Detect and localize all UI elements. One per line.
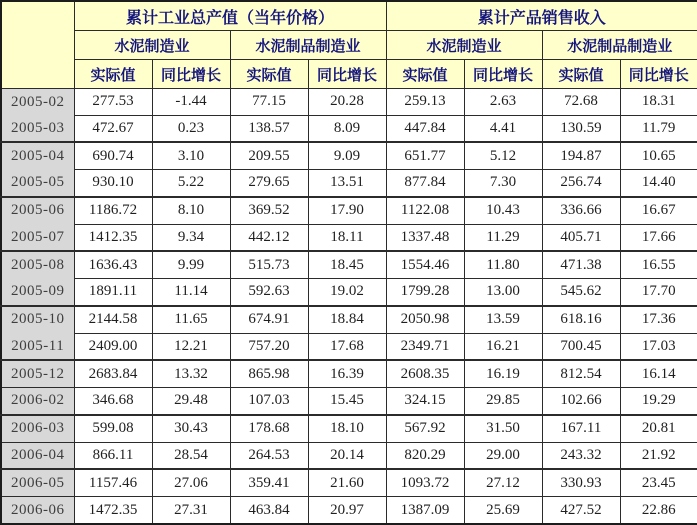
- cell-value: 515.73: [230, 251, 308, 278]
- cell-value: 757.20: [230, 333, 308, 360]
- cell-value: 2050.98: [386, 306, 464, 333]
- group-header-sales-revenue: 累计产品销售收入: [386, 1, 697, 31]
- cell-value: 336.66: [542, 197, 620, 224]
- cell-value: 31.50: [464, 415, 542, 442]
- table-row: [1, 415, 697, 442]
- cell-value: 16.67: [620, 197, 697, 224]
- row-date: 2005-04: [1, 142, 74, 169]
- cell-value: 18.31: [620, 89, 697, 116]
- cell-value: 8.09: [308, 115, 386, 142]
- cell-value: 877.84: [386, 170, 464, 197]
- cell-value: 1186.72: [74, 197, 152, 224]
- industry-header-cement-mfg: 水泥制造业: [74, 31, 230, 60]
- cell-value: 865.98: [230, 360, 308, 387]
- cell-value: 22.86: [620, 497, 697, 524]
- cell-value: 29.00: [464, 442, 542, 469]
- metric-header-yoy-growth: 同比增长: [308, 60, 386, 89]
- cell-value: 599.08: [74, 415, 152, 442]
- cell-value: 359.41: [230, 469, 308, 496]
- cell-value: 20.81: [620, 415, 697, 442]
- cell-value: 17.90: [308, 197, 386, 224]
- cell-value: 19.29: [620, 388, 697, 415]
- cell-value: 1387.09: [386, 497, 464, 524]
- cell-value: 11.29: [464, 224, 542, 251]
- cell-value: 618.16: [542, 306, 620, 333]
- metric-header-actual-value: 实际值: [230, 60, 308, 89]
- cell-value: 18.10: [308, 415, 386, 442]
- row-date: 2006-04: [1, 442, 74, 469]
- cell-value: 545.62: [542, 279, 620, 306]
- cell-value: -1.44: [152, 89, 230, 116]
- row-date: 2005-09: [1, 279, 74, 306]
- cell-value: 30.43: [152, 415, 230, 442]
- table-row: [1, 333, 697, 360]
- cell-value: 866.11: [74, 442, 152, 469]
- cell-value: 471.38: [542, 251, 620, 278]
- row-date: 2005-02: [1, 89, 74, 116]
- row-date: 2005-11: [1, 333, 74, 360]
- cell-value: 2409.00: [74, 333, 152, 360]
- cell-value: 18.11: [308, 224, 386, 251]
- cell-value: 442.12: [230, 224, 308, 251]
- corner-cell: [1, 1, 74, 89]
- metric-header-yoy-growth: 同比增长: [152, 60, 230, 89]
- cell-value: 15.45: [308, 388, 386, 415]
- table-row: [1, 442, 697, 469]
- cell-value: 13.59: [464, 306, 542, 333]
- cell-value: 651.77: [386, 142, 464, 169]
- cell-value: 567.92: [386, 415, 464, 442]
- cell-value: 29.48: [152, 388, 230, 415]
- table-row: [1, 170, 697, 197]
- cell-value: 16.55: [620, 251, 697, 278]
- row-date: 2005-05: [1, 170, 74, 197]
- cell-value: 1636.43: [74, 251, 152, 278]
- cell-value: 820.29: [386, 442, 464, 469]
- cell-value: 16.21: [464, 333, 542, 360]
- cell-value: 0.23: [152, 115, 230, 142]
- cell-value: 1799.28: [386, 279, 464, 306]
- cell-value: 9.34: [152, 224, 230, 251]
- cell-value: 330.93: [542, 469, 620, 496]
- cell-value: 1337.48: [386, 224, 464, 251]
- table-row: [1, 388, 697, 415]
- table-row: [1, 251, 697, 278]
- table-body: [1, 89, 697, 525]
- metric-header-actual-value: 实际值: [386, 60, 464, 89]
- cell-value: 690.74: [74, 142, 152, 169]
- cell-value: 72.68: [542, 89, 620, 116]
- table-row: [1, 115, 697, 142]
- cell-value: 463.84: [230, 497, 308, 524]
- cell-value: 17.36: [620, 306, 697, 333]
- cell-value: 27.06: [152, 469, 230, 496]
- row-date: 2005-10: [1, 306, 74, 333]
- cell-value: 11.14: [152, 279, 230, 306]
- table-row: [1, 497, 697, 524]
- industry-header-cement-mfg: 水泥制造业: [386, 31, 542, 60]
- row-date: 2006-05: [1, 469, 74, 496]
- cell-value: 138.57: [230, 115, 308, 142]
- cell-value: 16.14: [620, 360, 697, 387]
- cell-value: 8.10: [152, 197, 230, 224]
- cell-value: 1157.46: [74, 469, 152, 496]
- cell-value: 5.22: [152, 170, 230, 197]
- table-row: [1, 142, 697, 169]
- cell-value: 18.45: [308, 251, 386, 278]
- cell-value: 2.63: [464, 89, 542, 116]
- row-date: 2005-07: [1, 224, 74, 251]
- cell-value: 17.66: [620, 224, 697, 251]
- cell-value: 2349.71: [386, 333, 464, 360]
- cell-value: 77.15: [230, 89, 308, 116]
- cell-value: 5.12: [464, 142, 542, 169]
- cell-value: 812.54: [542, 360, 620, 387]
- table-row: [1, 224, 697, 251]
- cell-value: 447.84: [386, 115, 464, 142]
- cell-value: 2144.58: [74, 306, 152, 333]
- cell-value: 107.03: [230, 388, 308, 415]
- cell-value: 9.99: [152, 251, 230, 278]
- metric-header-yoy-growth: 同比增长: [620, 60, 697, 89]
- table-row: [1, 89, 697, 116]
- cell-value: 264.53: [230, 442, 308, 469]
- cell-value: 2608.35: [386, 360, 464, 387]
- cell-value: 17.68: [308, 333, 386, 360]
- cell-value: 23.45: [620, 469, 697, 496]
- cell-value: 13.32: [152, 360, 230, 387]
- cell-value: 7.30: [464, 170, 542, 197]
- cell-value: 1554.46: [386, 251, 464, 278]
- table-row: [1, 197, 697, 224]
- cell-value: 346.68: [74, 388, 152, 415]
- cell-value: 243.32: [542, 442, 620, 469]
- cell-value: 13.51: [308, 170, 386, 197]
- row-date: 2006-06: [1, 497, 74, 524]
- cell-value: 10.65: [620, 142, 697, 169]
- metric-header-actual-value: 实际值: [542, 60, 620, 89]
- cell-value: 1891.11: [74, 279, 152, 306]
- cell-value: 29.85: [464, 388, 542, 415]
- cell-value: 427.52: [542, 497, 620, 524]
- header-row-industries: [1, 31, 697, 60]
- cell-value: 20.14: [308, 442, 386, 469]
- cell-value: 21.60: [308, 469, 386, 496]
- cell-value: 674.91: [230, 306, 308, 333]
- table-row: [1, 469, 697, 496]
- row-date: 2005-08: [1, 251, 74, 278]
- cell-value: 20.97: [308, 497, 386, 524]
- cell-value: 700.45: [542, 333, 620, 360]
- cell-value: 277.53: [74, 89, 152, 116]
- table-row: [1, 306, 697, 333]
- row-date: 2005-03: [1, 115, 74, 142]
- cell-value: 16.19: [464, 360, 542, 387]
- row-date: 2005-06: [1, 197, 74, 224]
- cell-value: 2683.84: [74, 360, 152, 387]
- industry-header-cement-products-mfg: 水泥制品制造业: [542, 31, 697, 60]
- cell-value: 11.80: [464, 251, 542, 278]
- cell-value: 18.84: [308, 306, 386, 333]
- cell-value: 1093.72: [386, 469, 464, 496]
- cell-value: 4.41: [464, 115, 542, 142]
- cell-value: 130.59: [542, 115, 620, 142]
- row-date: 2005-12: [1, 360, 74, 387]
- cell-value: 20.28: [308, 89, 386, 116]
- cell-value: 27.12: [464, 469, 542, 496]
- cell-value: 279.65: [230, 170, 308, 197]
- header-row-metrics: [1, 60, 697, 89]
- cell-value: 259.13: [386, 89, 464, 116]
- cell-value: 472.67: [74, 115, 152, 142]
- cell-value: 28.54: [152, 442, 230, 469]
- header-row-groups: [1, 1, 697, 31]
- cell-value: 209.55: [230, 142, 308, 169]
- row-date: 2006-02: [1, 388, 74, 415]
- cell-value: 405.71: [542, 224, 620, 251]
- cell-value: 1122.08: [386, 197, 464, 224]
- cell-value: 11.65: [152, 306, 230, 333]
- cell-value: 3.10: [152, 142, 230, 169]
- table-row: [1, 279, 697, 306]
- cell-value: 14.40: [620, 170, 697, 197]
- industry-header-cement-products-mfg: 水泥制品制造业: [230, 31, 386, 60]
- table-row: [1, 360, 697, 387]
- group-header-gross-output: 累计工业总产值（当年价格）: [74, 1, 386, 31]
- cell-value: 10.43: [464, 197, 542, 224]
- cell-value: 16.39: [308, 360, 386, 387]
- cell-value: 369.52: [230, 197, 308, 224]
- metric-header-actual-value: 实际值: [74, 60, 152, 89]
- cell-value: 12.21: [152, 333, 230, 360]
- cell-value: 256.74: [542, 170, 620, 197]
- cell-value: 1412.35: [74, 224, 152, 251]
- cell-value: 167.11: [542, 415, 620, 442]
- cell-value: 1472.35: [74, 497, 152, 524]
- cell-value: 102.66: [542, 388, 620, 415]
- cell-value: 9.09: [308, 142, 386, 169]
- cell-value: 930.10: [74, 170, 152, 197]
- cell-value: 324.15: [386, 388, 464, 415]
- metric-header-yoy-growth: 同比增长: [464, 60, 542, 89]
- cell-value: 19.02: [308, 279, 386, 306]
- cell-value: 17.70: [620, 279, 697, 306]
- cell-value: 21.92: [620, 442, 697, 469]
- cell-value: 178.68: [230, 415, 308, 442]
- cell-value: 13.00: [464, 279, 542, 306]
- cell-value: 194.87: [542, 142, 620, 169]
- cell-value: 27.31: [152, 497, 230, 524]
- cell-value: 11.79: [620, 115, 697, 142]
- cell-value: 17.03: [620, 333, 697, 360]
- cell-value: 25.69: [464, 497, 542, 524]
- cell-value: 592.63: [230, 279, 308, 306]
- row-date: 2006-03: [1, 415, 74, 442]
